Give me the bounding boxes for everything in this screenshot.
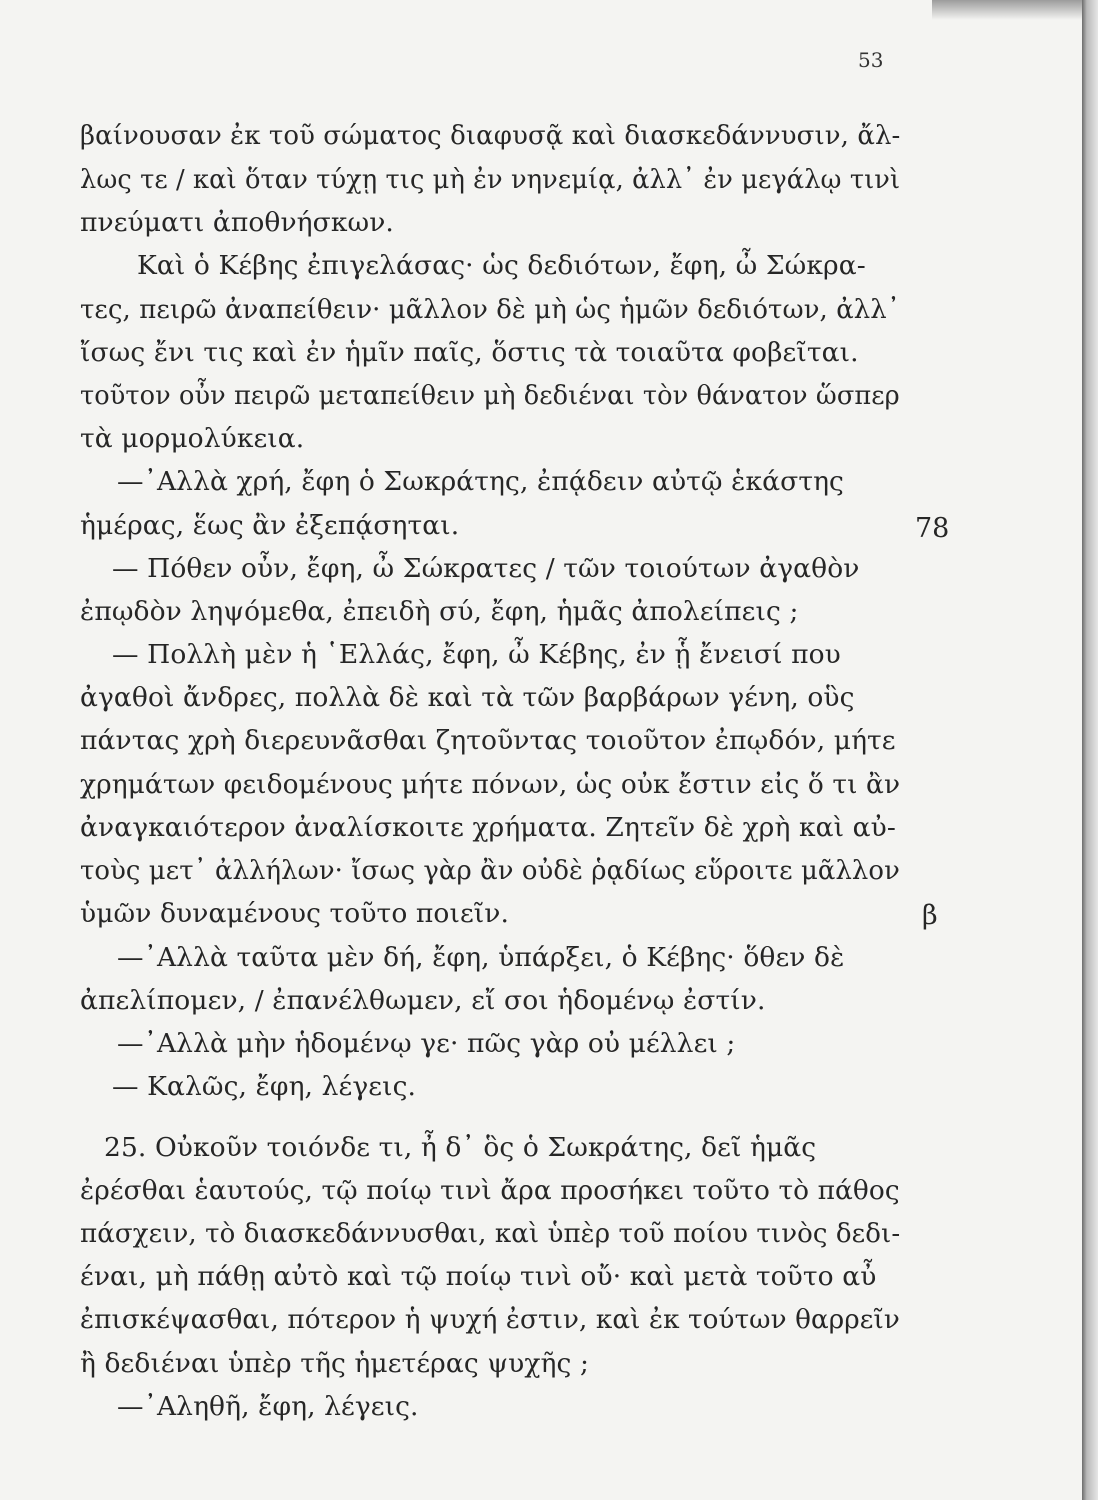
text-line: ἀπελίπομεν, / ἐπανέλθωμεν, εἴ σοι ἡδομένῳ ἐστίν. xyxy=(80,985,766,1016)
text-line: ἡμέρας, ἕως ἂν ἐξεπᾴσηται. xyxy=(80,510,460,541)
text-line: ἢ δεδιέναι ὑπὲρ τῆς ἡμετέρας ψυχῆς ; xyxy=(80,1348,590,1379)
text-line: ἐπῳδὸν ληψόμεθα, ἐπειδὴ σύ, ἔφη, ἡμᾶς ἀπολείπεις ; xyxy=(80,596,799,627)
text-line: ἀναγκαιότερον ἀναλίσκοιτε χρήματα. Ζητεῖν δὲ χρὴ καὶ αὐ- xyxy=(80,812,896,843)
page-shadow xyxy=(932,0,1082,20)
text-line: ἴσως ἔνι τις καὶ ἐν ἡμῖν παῖς, ὅστις τὰ τοιαῦτα φοβεῖται. xyxy=(80,337,859,368)
text-line: 25. Οὐκοῦν τοιόνδε τι, ἦ δ᾽ ὃς ὁ Σωκράτης, δεῖ ἡμᾶς xyxy=(104,1132,817,1163)
text-line: Καὶ ὁ Κέβης ἐπιγελάσας· ὡς δεδιότων, ἔφη, ὦ Σώκρα- xyxy=(137,250,866,281)
text-line: ἐρέσθαι ἑαυτούς, τῷ ποίῳ τινὶ ἄρα προσήκει τοῦτο τὸ πάθος xyxy=(80,1175,900,1206)
text-line: — Καλῶς, ἔφη, λέγεις. xyxy=(112,1071,417,1102)
text-line: —᾽Αληθῆ, ἔφη, λέγεις. xyxy=(117,1391,419,1422)
text-line: πάσχειν, τὸ διασκεδάννυσθαι, καὶ ὑπὲρ τοῦ ποίου τινὸς δεδι- xyxy=(80,1218,901,1249)
text-line: ἐπισκέψασθαι, πότερον ἡ ψυχή ἐστιν, καὶ ἐκ τούτων θαρρεῖν xyxy=(80,1304,900,1335)
text-line: — Πόθεν οὖν, ἔφη, ὦ Σώκρατες / τῶν τοιούτων ἀγαθὸν xyxy=(112,553,860,584)
text-line: —᾽Αλλὰ μὴν ἡδομένῳ γε· πῶς γὰρ οὐ μέλλει ; xyxy=(117,1028,736,1059)
text-line: —᾽Αλλὰ ταῦτα μὲν δή, ἔφη, ὑπάρξει, ὁ Κέβης· ὅθεν δὲ xyxy=(117,942,845,973)
margin-section-number: 78 xyxy=(915,513,950,544)
text-line: τὰ μορμολύκεια. xyxy=(80,423,305,454)
text-line: τοῦτον οὖν πειρῶ μεταπείθειν μὴ δεδιέναι τὸν θάνατον ὥσπερ xyxy=(80,380,900,411)
text-line: τες, πειρῶ ἀναπείθειν· μᾶλλον δὲ μὴ ὡς ἡμῶν δεδιότων, ἀλλ᾽ xyxy=(80,294,900,325)
text-line: ὑμῶν δυναμένους τοῦτο ποιεῖν. xyxy=(80,898,510,929)
text-line: βαίνουσαν ἐκ τοῦ σώματος διαφυσᾷ καὶ διασκεδάννυσιν, ἄλ- xyxy=(80,120,901,151)
page-number: 53 xyxy=(858,48,884,72)
text-line: τοὺς μετ᾽ ἀλλήλων· ἴσως γὰρ ἂν οὐδὲ ῥᾳδίως εὕροιτε μᾶλλον xyxy=(80,855,900,886)
text-line: —᾽Αλλὰ χρή, ἔφη ὁ Σωκράτης, ἐπᾴδειν αὐτῷ ἑκάστης xyxy=(117,466,845,497)
text-line: πνεύματι ἀποθνήσκων. xyxy=(80,207,394,238)
text-line: ἀγαθοὶ ἄνδρες, πολλὰ δὲ καὶ τὰ τῶν βαρβάρων γένη, οὓς xyxy=(80,682,855,713)
margin-section-letter: β xyxy=(922,900,938,931)
text-line: πάντας χρὴ διερευνᾶσθαι ζητοῦντας τοιοῦτον ἐπῳδόν, μήτε xyxy=(80,725,896,756)
page-edge xyxy=(1082,0,1098,1500)
text-line: χρημάτων φειδομένους μήτε πόνων, ὡς οὐκ ἔστιν εἰς ὅ τι ἂν xyxy=(80,769,901,800)
text-line: έναι, μὴ πάθῃ αὐτὸ καὶ τῷ ποίῳ τινὶ οὔ· καὶ μετὰ τοῦτο αὖ xyxy=(80,1261,877,1292)
text-line: — Πολλὴ μὲν ἡ ῾Ελλάς, ἔφη, ὦ Κέβης, ἐν ᾗ ἔνεισί που xyxy=(112,639,841,670)
text-line: λως τε / καὶ ὅταν τύχῃ τις μὴ ἐν νηνεμίᾳ, ἀλλ᾽ ἐν μεγάλῳ τινὶ xyxy=(80,164,901,195)
